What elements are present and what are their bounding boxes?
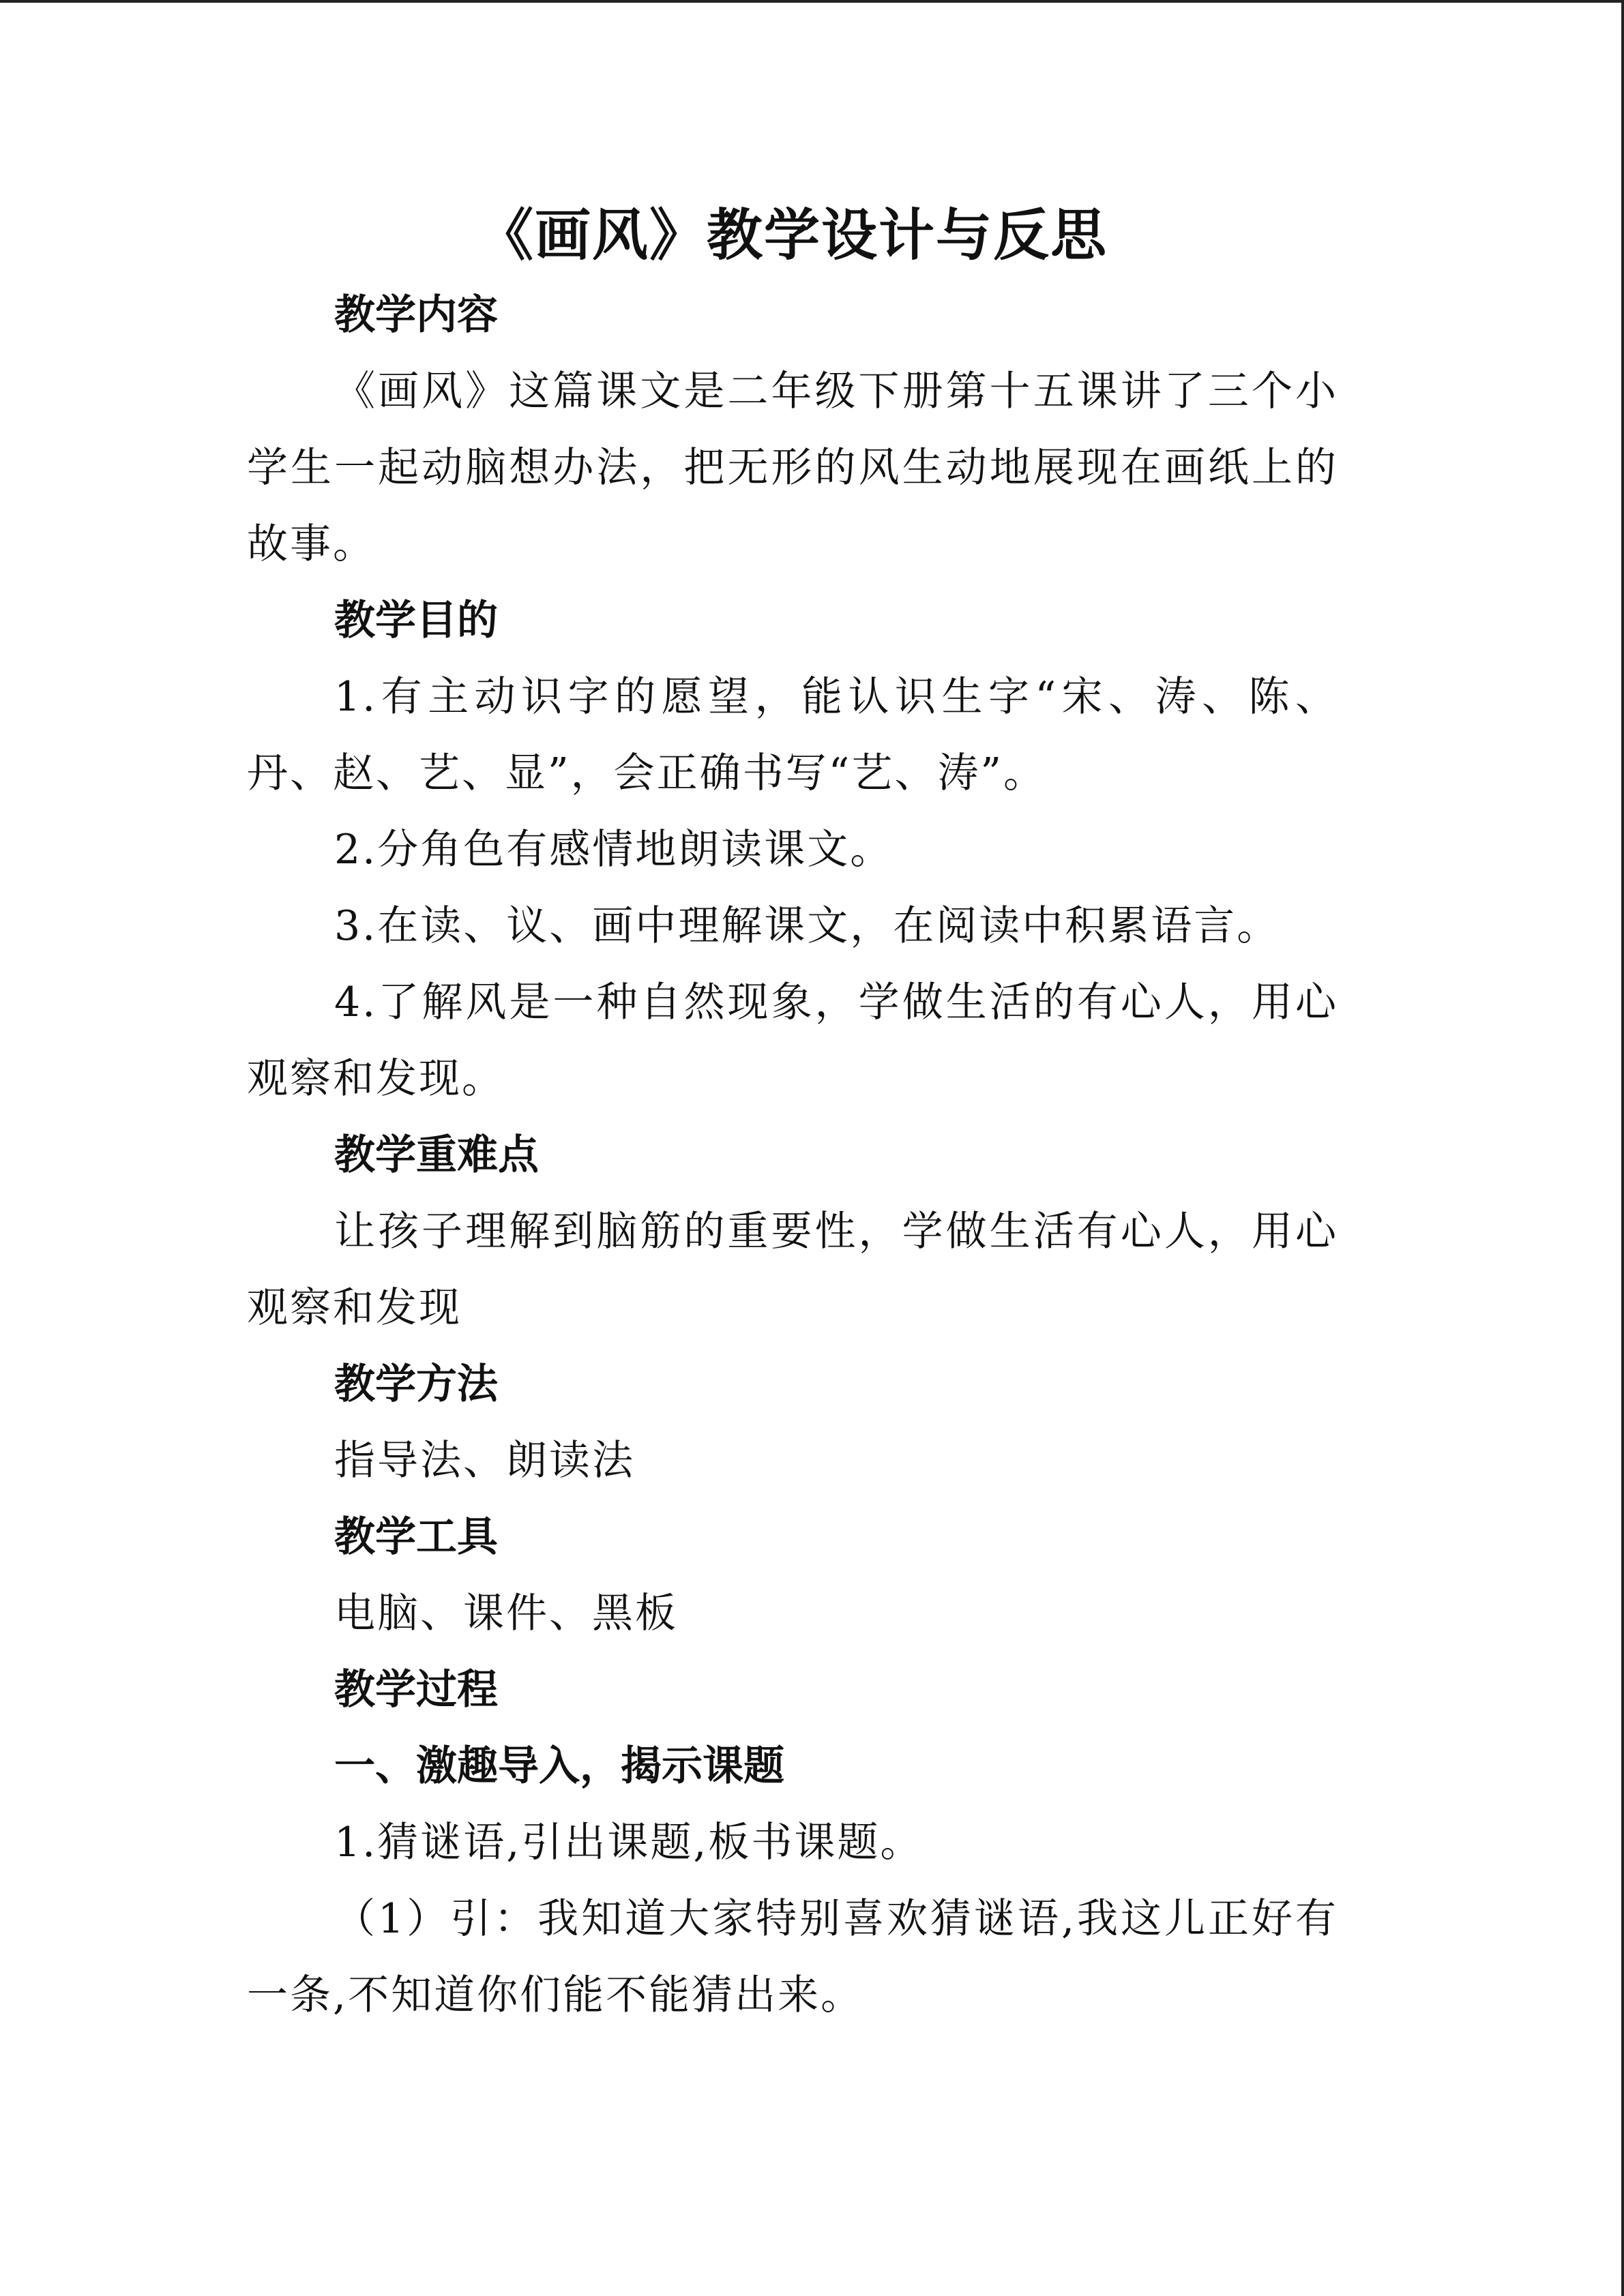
- paragraph-key-points: 让孩子理解到脑筋的重要性，学做生活有心人，用心观察和发现: [247, 1208, 1338, 1332]
- heading-key-points: 教学重难点: [334, 1131, 539, 1179]
- document-body: [247, 198, 1338, 2033]
- step-item: 1.猜谜语,引出课题,板书课题。: [334, 1819, 924, 1866]
- heading-teaching-goals: 教学目的: [334, 597, 498, 644]
- page-border-top: [0, 0, 1624, 3]
- paragraph-teaching-content: 《画风》这篇课文是二年级下册第十五课讲了三个小学生一起动脑想办法，把无形的风生动地展现在画纸上的故事。: [247, 368, 1338, 568]
- goal-item: 4.了解风是一种自然现象，学做生活的有心人，用心观察和发现。: [247, 979, 1338, 1103]
- paragraph-teaching-methods: 指导法、朗读法: [334, 1437, 635, 1485]
- heading-teaching-process: 教学过程: [334, 1666, 498, 1714]
- paragraph-teaching-tools: 电脑、课件、黑板: [334, 1590, 678, 1637]
- heading-teaching-tools: 教学工具: [334, 1513, 498, 1561]
- page-border-right: [1621, 0, 1624, 2296]
- goal-item: 1.有主动识字的愿望，能认识生字“宋、涛、陈、丹、赵、艺、显”，会正确书写“艺、涛”。: [247, 673, 1338, 797]
- goal-item: 3.在读、议、画中理解课文，在阅读中积累语言。: [334, 902, 1280, 950]
- heading-teaching-content: 教学内容: [334, 291, 498, 339]
- document-title: 《画风》教学设计与反思: [477, 203, 1108, 268]
- heading-step-one: 一、激趣导入，揭示课题: [334, 1742, 784, 1790]
- step-item: （1）引：我知道大家特别喜欢猜谜语,我这儿正好有一条,不知道你们能不能猜出来。: [247, 1895, 1338, 2019]
- heading-teaching-methods: 教学方法: [334, 1360, 498, 1408]
- goal-item: 2.分角色有感情地朗读课文。: [334, 826, 894, 874]
